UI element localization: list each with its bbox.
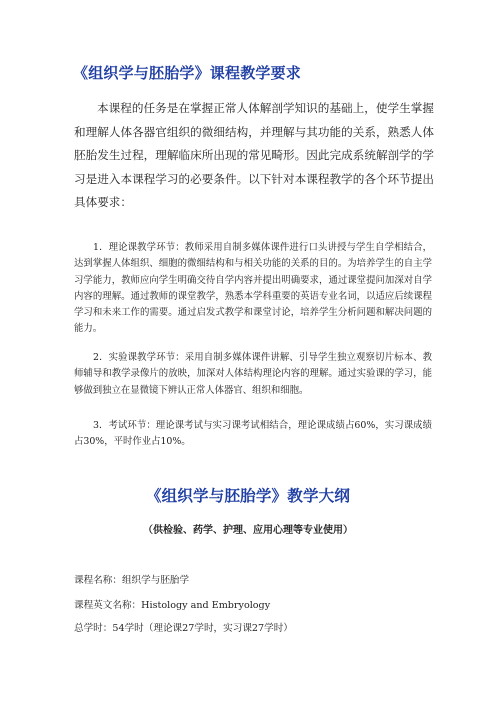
total-hours: 总学时：54学时（理论课27学时，实习课27学时）	[74, 623, 293, 634]
course-name-english: 课程英文名称：Histology and Embryology	[74, 600, 271, 611]
outline-title: 《组织学与胚胎学》教学大纲	[145, 487, 351, 505]
requirement-item-theory: 1．理论课教学环节：教师采用自制多媒体课件进行口头讲授与学生自学相结合，达到掌握人体组织、细胞的微细结构和与相关功能的关系的目的。为培养学生的自主学习学能力，教师应向学生明确交待自学内容并提出明确要求，通过课堂提问加深对自学内容的理解。通过教师的课堂教学，熟悉本学科重要的英语专业名词，以适应后续课程学习和未来工作的需要。通过启发式教学和课堂讨论，培养学生分析问题和解决问题的能力。	[74, 242, 432, 335]
outline-subtitle: （供检验、药学、护理、应用心理等专业使用）	[143, 525, 353, 536]
course-name: 课程名称：组织学与胚胎学	[74, 575, 190, 586]
requirements-title: 《组织学与胚胎学》课程教学要求	[73, 64, 302, 82]
requirement-item-exam: 3．考试环节：理论课考试与实习课考试相结合，理论课成绩占60%，实习课成绩占30%，平时作业占10%。	[74, 420, 432, 448]
requirement-item-lab: 2．实验课教学环节：采用自制多媒体课件讲解、引导学生独立观察切片标本、教师辅导和教学录像片的放映，加深对人体结构理论内容的理解。通过实验课的学习，能够做到独立在显微镜下辨认正常人体器官、组织和细胞。	[74, 352, 432, 396]
intro-paragraph: 本课程的任务是在掌握正常人体解剖学知识的基础上，使学生掌握和理解人体各器官组织的微细结构，并理解与其功能的关系，熟悉人体胚胎发生过程，理解临床所出现的常见畸形。因此完成系统解剖学的学习是进入本课程学习的必要条件。以下针对本课程教学的各个环节提出具体要求：	[74, 101, 434, 210]
